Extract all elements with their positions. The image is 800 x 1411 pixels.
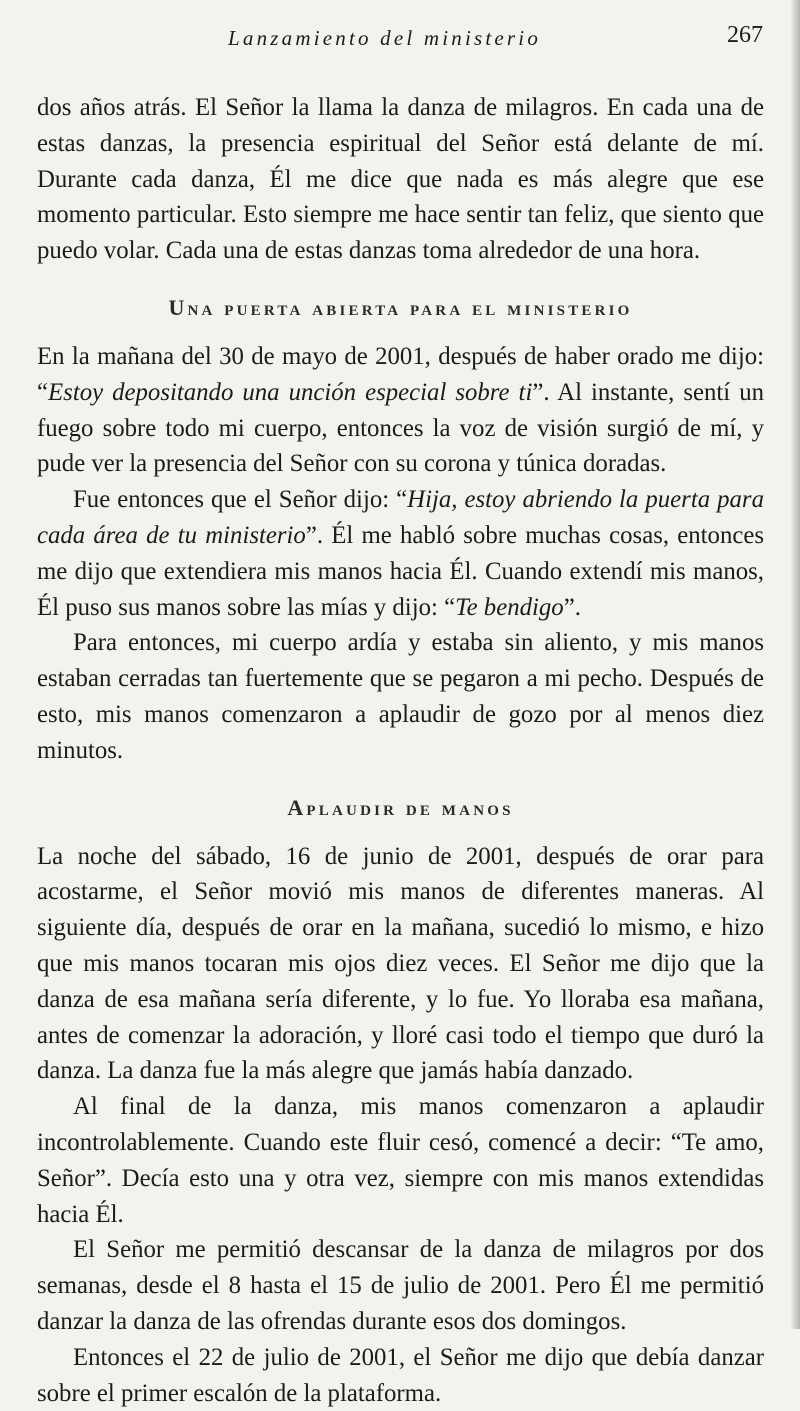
page-edge-shadow: [790, 0, 800, 1329]
paragraph-4: Para entonces, mi cuerpo ardía y estaba sin aliento, y mis manos estaban cerradas tan fuertemente que se pegaron a mi pecho. Después de esto, mis manos comenzaron a aplaudir de gozo por al menos diez minutos.: [37, 629, 764, 764]
page-number: 267: [727, 22, 763, 48]
paragraph-5: La noche del sábado, 16 de junio de 2001, después de orar para acostarme, el Señor movió mis manos de diferentes maneras. Al siguiente día, después de orar en la mañana, sucedió lo mismo, e hizo que mis manos tocaran mis ojos diez veces. El Señor me dijo que la danza de esa mañana sería diferente, y lo fue. Yo lloraba esa mañana, antes de comenzar la adoración, y lloré casi todo el tiempo que duró la danza. La danza fue la más alegre que jamás había danzado.: [37, 842, 764, 1085]
running-title: Lanzamiento del ministerio: [228, 26, 542, 50]
paragraph-2-quote: Estoy depositando una unción especial sobre ti: [48, 378, 533, 406]
body-text: [37, 90, 764, 1411]
paragraph-3-tail: ”.: [563, 593, 581, 621]
paragraph-3: [37, 482, 764, 625]
paragraph-2-tail: ”. Al instante, sentí un fuego sobre todo mi cuerpo, entonces la voz de visión surgió de mí, y pude ver la presencia del Señor con su corona y túnica doradas.: [37, 378, 764, 478]
running-head: [0, 20, 800, 60]
paragraph-3-middle: ”. Él me habló sobre muchas cosas, entonces me dijo que extendiera mis manos hacia Él. Cuando extendí mis manos, Él puso sus manos sobre las mías y dijo: “: [37, 521, 765, 621]
paragraph-6: Al final de la danza, mis manos comenzaron a aplaudir incontrolablemente. Cuando este fluir cesó, comencé a decir: “Te amo, Señor”. Decía esto una y otra vez, siempre con mis manos extendidas hacia Él.: [37, 1093, 764, 1228]
paragraph-8: Entonces el 22 de julio de 2001, el Señor me dijo que debía danzar sobre el primer escalón de la plataforma.: [37, 1343, 764, 1407]
paragraph-7: El Señor me permitió descansar de la danza de milagros por dos semanas, desde el 8 hasta el 15 de julio de 2001. Pero Él me permitió danzar la danza de las ofrendas durante esos dos domingos.: [37, 1236, 764, 1335]
paragraph-3-lead: Fue entonces que el Señor dijo: “: [73, 486, 408, 514]
paragraph-2-lead: En la mañana del 30 de mayo de 2001, después de haber orado me dijo: “: [37, 342, 764, 406]
section-heading-clapping: Aplaudir de manos: [287, 794, 514, 820]
section-heading-open-door: Una puerta abierta para el ministerio: [168, 294, 633, 320]
paragraph-3-quote-2: Te bendigo: [455, 593, 564, 621]
paragraph-3-quote: Hija, estoy abriendo la puerta para cada área de tu ministerio: [37, 486, 764, 549]
paragraph-2: [37, 339, 764, 482]
paragraph-1: dos años atrás. El Señor la llama la danza de milagros. En cada una de estas danzas, la presencia espiritual del Señor está delante de mí. Durante cada danza, Él me dice que nada es más alegre que ese momento particular. Esto siempre me hace sentir tan feliz, que siento que puedo volar. Cada una de estas danzas toma alrededor de una hora.: [37, 94, 764, 265]
